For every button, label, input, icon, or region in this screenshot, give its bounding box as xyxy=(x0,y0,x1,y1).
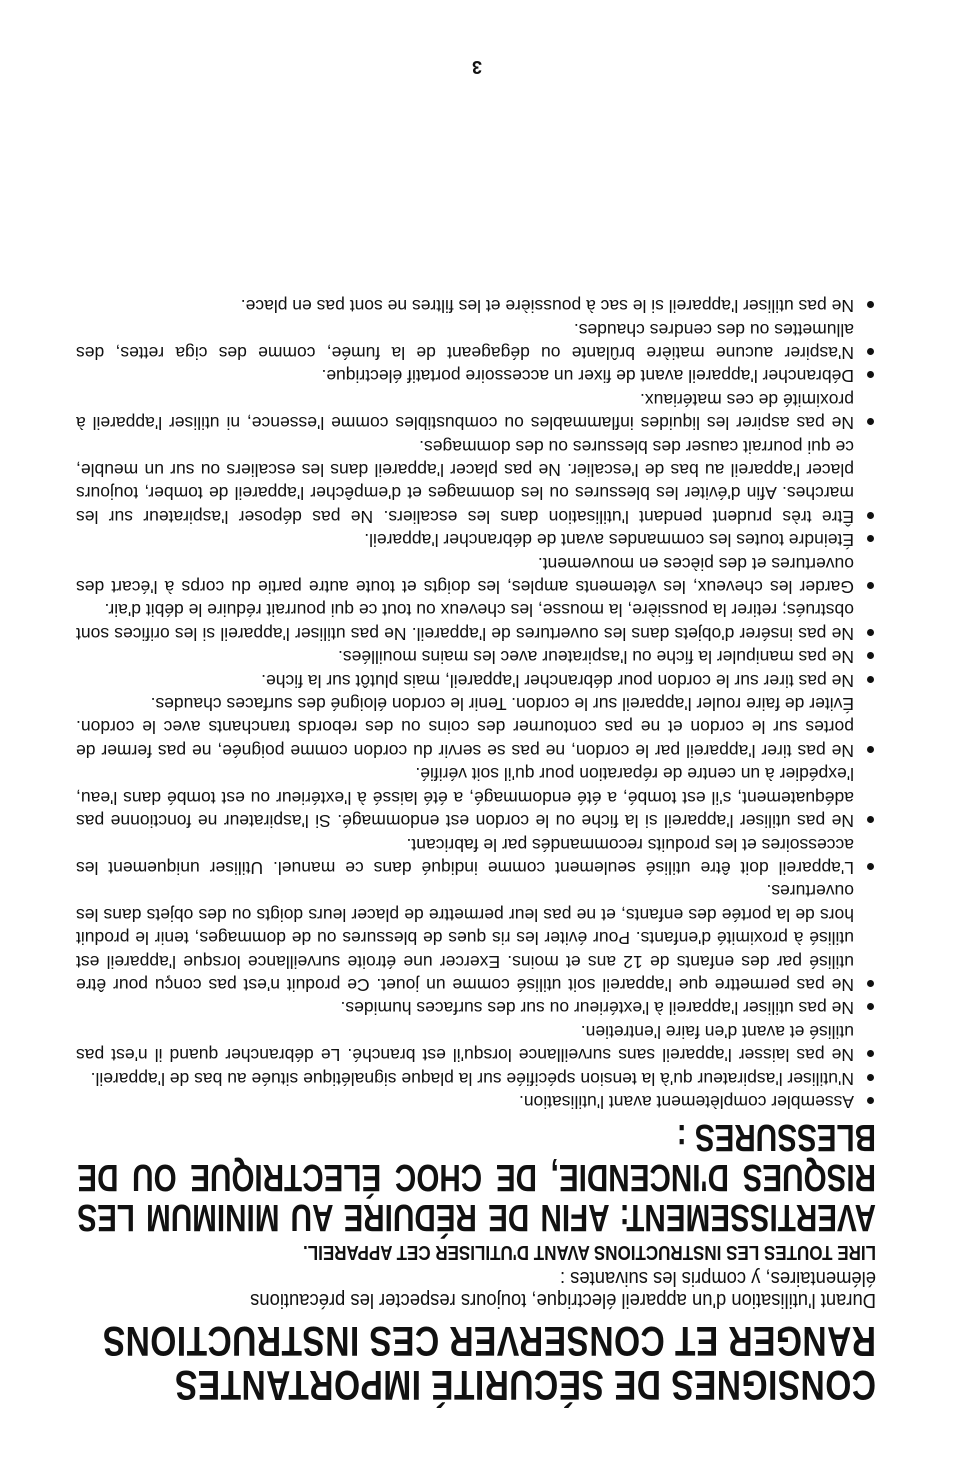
safety-rule xyxy=(76,832,876,879)
bullet-icon xyxy=(867,980,874,987)
safety-rule xyxy=(76,1090,876,1113)
warning-title: AVERTISSEMENT: AFIN DE RÉDUIRE AU MINIMUM LES RISQUES D'INCENDIE, DE CHOC ÉLECTRIQUE OU DE BLESSURES : xyxy=(77,1116,876,1238)
bullet-icon xyxy=(867,746,874,753)
safety-rule-text: Ne pas laisser l'appareil sans surveillance lorsqu'il est branché. Le débrancher quand il n'est pas utilisé et avant d'en faire l'entretien. xyxy=(76,1021,854,1066)
safety-rule-text: Éteindre toutes les commandes avant de débrancher l'appareil. xyxy=(364,530,854,551)
page-number: 3 xyxy=(472,57,483,77)
bullet-icon xyxy=(867,535,874,542)
bullet-icon xyxy=(867,371,874,378)
main-title: CONSIGNES DE SÉCURITÉ IMPORTANTES RANGER ET CONSERVER CES INSTRUCTIONS xyxy=(102,1318,876,1409)
safety-rule-text: Débrancher l'appareil avant de fixer un accessoire portatif électrique. xyxy=(321,366,854,387)
safety-rule xyxy=(76,528,876,551)
intro-paragraph: Durant l'utilisation d'un appareil électrique, toujours respecter les précautions élémentaires, y compris les suivantes : xyxy=(250,1267,876,1311)
bullet-icon xyxy=(867,348,874,355)
safety-rule-text: Ne pas tirer sur le cordon pour débrancher l'appareil, mais plutôt sur la fiche. xyxy=(261,670,854,691)
bullet-icon xyxy=(867,863,874,870)
bullet-icon xyxy=(867,629,874,636)
bullet-icon xyxy=(867,1003,874,1010)
safety-rule xyxy=(76,1019,876,1066)
bullet-icon xyxy=(867,652,874,659)
safety-rule xyxy=(76,551,876,598)
safety-rule xyxy=(76,879,876,996)
safety-rule xyxy=(76,434,876,528)
bullet-icon xyxy=(867,676,874,683)
bullet-icon xyxy=(867,1097,874,1104)
safety-rule-text: Être très prudent pendant l'utilisation dans les escaliers. Ne pas déposer l'aspirateur sur les marches. Afin d'éviter les blessures ou les dommages et d'empêcher l'appareil de tomber, toujours placer l'appareil au bas de l'escalier. Ne pas placer l'appareil dans les escaliers ou sur un meuble, ce qui pourrait causer des blessures ou des dommages. xyxy=(76,436,854,527)
page-content xyxy=(76,294,876,1407)
safety-rule xyxy=(76,317,876,364)
safety-rule xyxy=(76,294,876,317)
bullet-icon xyxy=(867,582,874,589)
safety-rule xyxy=(76,387,876,434)
bullet-icon xyxy=(867,512,874,519)
safety-rule xyxy=(76,645,876,668)
safety-rule xyxy=(76,692,876,762)
safety-rule-text: Ne pas tirer l'appareil par le cordon, ne pas se servir du cordon comme poignée, ne pas fermer de portes sur le cordon et ne pas contourner des coins ou des rebords tranchants avec le cordon. Éviter de faire rouler l'appareil sur le cordon. Tenir le cordon éloigné des surfaces chaudes. xyxy=(76,694,854,761)
safety-rule-text: Assembler complètement avant l'utilisation. xyxy=(518,1092,854,1112)
safety-rule-text: Ne pas utiliser l'appareil à l'extérieur ou sur des surfaces humides. xyxy=(340,998,854,1019)
safety-rule xyxy=(76,668,876,691)
safety-rule-text: Ne pas utiliser l'appareil si le sac à poussière et les filtres ne sont pas en place. xyxy=(240,296,854,317)
bullet-icon xyxy=(867,301,874,308)
safety-rule-text: Ne pas insérer d'objets dans les ouvertures de l'appareil. Ne pas utiliser l'appareil si les orifices sont obstrués; retirer la poussière, la mousse, les cheveux ou tout ce qui pourrait réduire le débit d'air. xyxy=(76,600,854,644)
safety-rule-text: Garder les cheveux, les vêtements amples, les doigts et toute autre partie du corps à l'écart des ouvertures et des pièces en mouvement. xyxy=(76,553,854,598)
safety-rules-list xyxy=(76,294,876,1113)
bullet-icon xyxy=(867,1050,874,1057)
safety-rule xyxy=(76,1066,876,1089)
safety-rule-text: Ne pas manipuler la fiche ou l'aspirateur avec les mains mouillées. xyxy=(338,647,854,668)
safety-rule xyxy=(76,762,876,832)
safety-rule-text: N'utiliser l'aspirateur qu'à la tension spécifiée sur la plaque signalétique située au bas de l'appareil. xyxy=(90,1068,854,1089)
bullet-icon xyxy=(867,816,874,823)
safety-rule-text: Ne pas utiliser l'appareil si la fiche ou le cordon est endommagé. Si l'aspirateur ne fonctionne pas adéquatement, s'il est tombé, a été endommagé, a été laissé à l'extérieur ou est tombé dans l'eau, l'expédier à un centre de réparation pour qu'il soit vérifié. xyxy=(76,764,854,832)
safety-rule xyxy=(76,364,876,387)
safety-rule-text: Ne pas aspirer les liquides inflammables ou combustibles comme l'essence, ni utiliser l'appareil à proximité de ces matériaux. xyxy=(76,389,854,434)
safety-rule xyxy=(76,996,876,1019)
safety-rule xyxy=(76,598,876,645)
bullet-icon xyxy=(867,418,874,425)
safety-rule-text: N'aspirer aucune matière brûlante ou dégageant de la fumée, comme des ciga rettes, des allumettes ou des cendres chaudes. xyxy=(76,319,854,363)
safety-rule-text: Ne pas permettre que l'appareil soit utilisé comme un jouet. Ce produit n'est pas conçu pour être utilisé par des enfants de 12 ans et moins. Exercer une étroite surveillance lorsque l'appareil est utilisé à proximité d'enfants. Pour éviter les ris ques de blessures ou de dommages, tenir le produit hors de la portée des enfants, et ne pas leur permettre de placer leurs doigts ou des objets dans les ouvertures. xyxy=(76,881,854,995)
read-all-instructions-heading: LIRE TOUTES LES INSTRUCTIONS AVANT D'UTILISER CET APPAREIL. xyxy=(303,1241,876,1263)
safety-rule-text: L'appareil doit être utilisé seulement comme indiqué dans ce manuel. Utiliser uniquement les accessoires et les produits recommandés par le fabricant. xyxy=(76,834,854,878)
bullet-icon xyxy=(867,1074,874,1081)
